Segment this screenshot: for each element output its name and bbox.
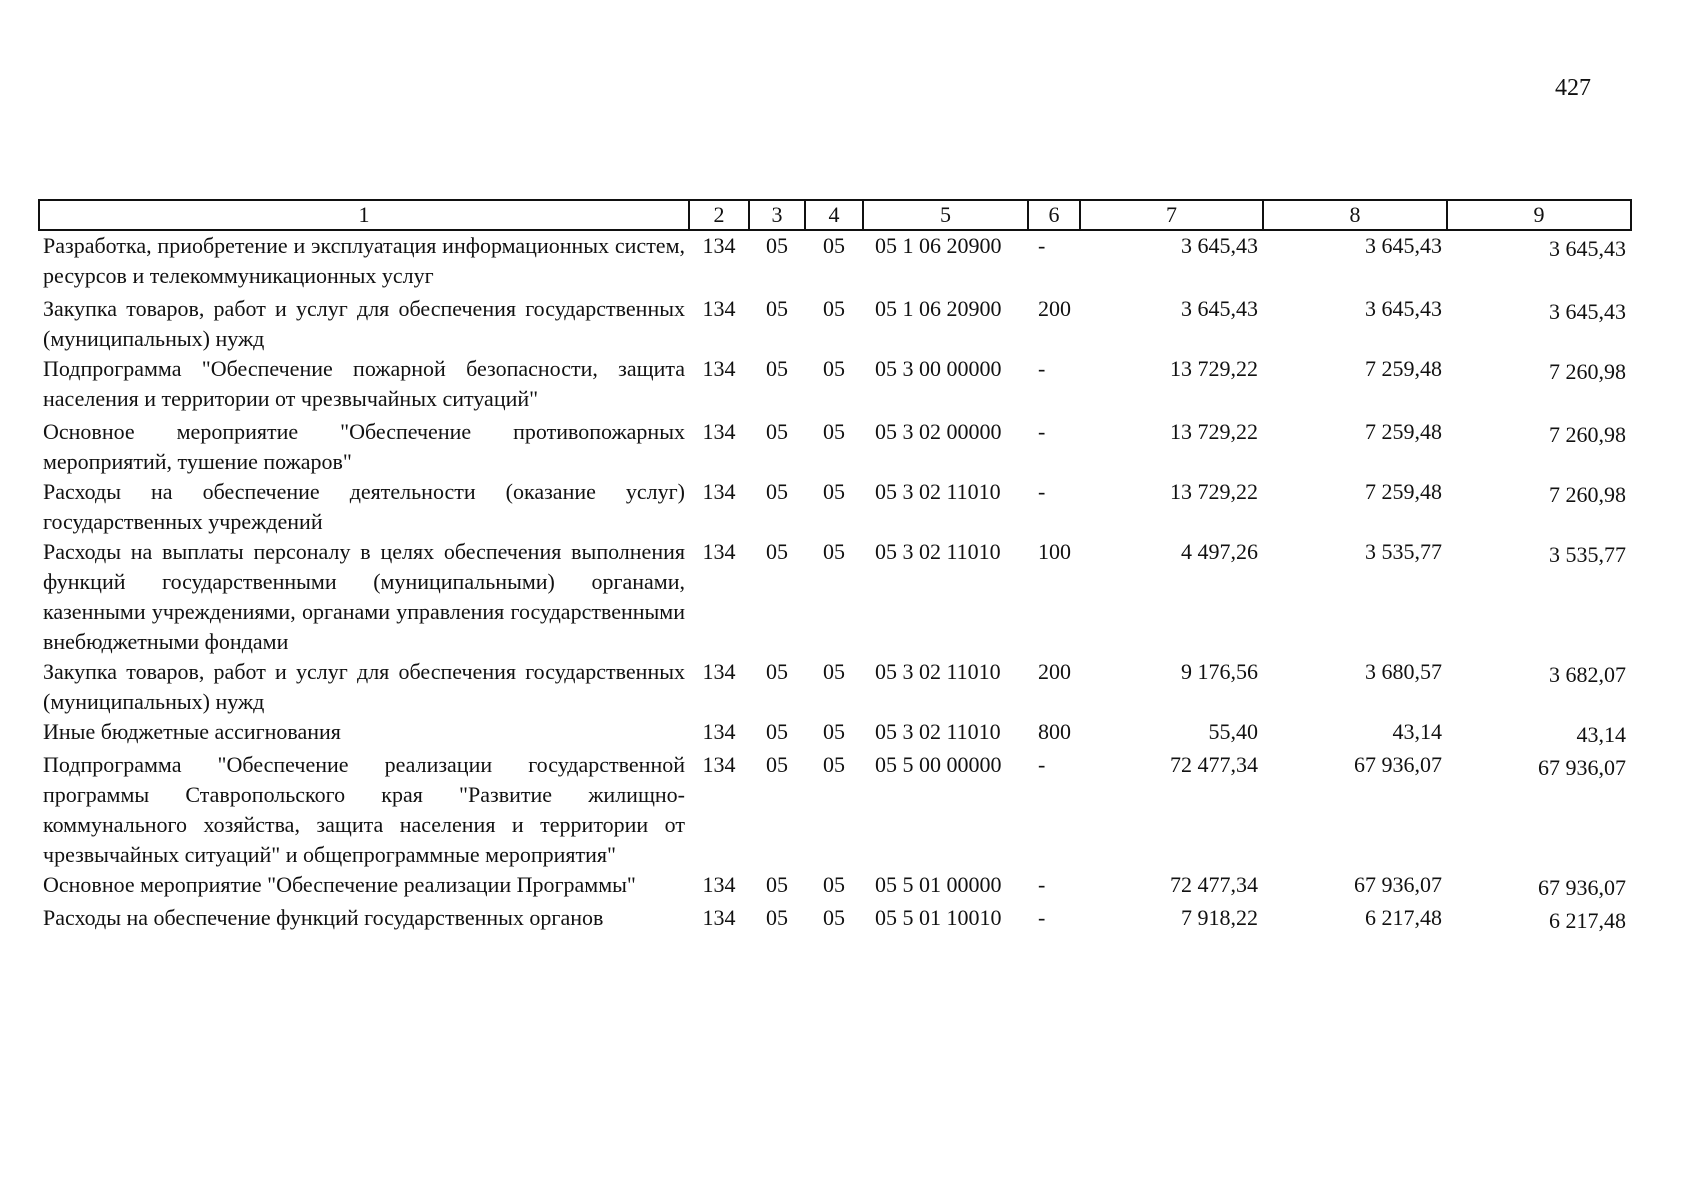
table-row <box>39 657 1631 717</box>
row-name: Основное мероприятие "Обеспечение реализации Программы" <box>43 872 636 897</box>
row-name: Иные бюджетные ассигнования <box>43 719 341 744</box>
row-value-8: 3 680,57 <box>1365 659 1442 684</box>
row-value-8: 67 936,07 <box>1354 752 1442 777</box>
table-row <box>39 354 1631 417</box>
row-code-6: - <box>1038 479 1046 504</box>
row-name: Закупка товаров, работ и услуг для обеспечения государственных (муниципальных) нужд <box>43 296 685 351</box>
table-row <box>39 230 1631 294</box>
header-col-6: 6 <box>1028 200 1080 230</box>
row-code-6: - <box>1038 905 1046 930</box>
row-code-4: 05 <box>823 752 845 777</box>
row-code-4: 05 <box>823 479 845 504</box>
row-code-6: - <box>1038 356 1046 381</box>
row-code-4: 05 <box>823 719 845 744</box>
row-code-2: 134 <box>702 479 736 504</box>
header-col-8: 8 <box>1263 200 1447 230</box>
row-code-6: - <box>1038 419 1046 444</box>
row-value-8: 6 217,48 <box>1365 905 1442 930</box>
row-value-7: 13 729,22 <box>1170 419 1258 444</box>
row-value-7: 7 918,22 <box>1181 905 1258 930</box>
row-code-3: 05 <box>766 296 788 321</box>
row-code-3: 05 <box>766 659 788 684</box>
row-value-7: 13 729,22 <box>1170 356 1258 381</box>
row-value-9: 7 260,98 <box>1549 359 1626 384</box>
row-code-6: 200 <box>1038 296 1071 321</box>
row-code-5: 05 3 02 11010 <box>875 539 1001 564</box>
row-name: Подпрограмма "Обеспечение пожарной безопасности, защита населения и территории от чрезвычайных ситуаций" <box>43 356 685 411</box>
row-code-3: 05 <box>766 539 788 564</box>
row-code-4: 05 <box>823 539 845 564</box>
row-code-2: 134 <box>702 233 736 258</box>
row-code-4: 05 <box>823 296 845 321</box>
row-code-2: 134 <box>702 905 736 930</box>
row-code-4: 05 <box>823 872 845 897</box>
table-row <box>39 750 1631 870</box>
header-col-7: 7 <box>1080 200 1263 230</box>
table-row <box>39 294 1631 354</box>
row-value-9: 7 260,98 <box>1549 422 1626 447</box>
row-value-9: 6 217,48 <box>1549 908 1626 933</box>
header-col-1: 1 <box>39 200 689 230</box>
row-value-7: 72 477,34 <box>1170 872 1258 897</box>
row-value-9: 7 260,98 <box>1549 482 1626 507</box>
row-code-4: 05 <box>823 356 845 381</box>
row-value-9: 43,14 <box>1576 722 1626 747</box>
row-name: Основное мероприятие "Обеспечение противопожарных мероприятий, тушение пожаров" <box>43 419 685 474</box>
row-value-9: 3 645,43 <box>1549 299 1626 324</box>
row-code-2: 134 <box>702 356 736 381</box>
row-value-7: 9 176,56 <box>1181 659 1258 684</box>
row-code-2: 134 <box>702 296 736 321</box>
table-row <box>39 870 1631 903</box>
row-value-8: 43,14 <box>1392 719 1442 744</box>
row-code-2: 134 <box>702 752 736 777</box>
row-code-2: 134 <box>702 419 736 444</box>
header-col-4: 4 <box>805 200 863 230</box>
header-col-9: 9 <box>1447 200 1631 230</box>
row-value-8: 3 645,43 <box>1365 296 1442 321</box>
row-code-5: 05 5 00 00000 <box>875 752 1002 777</box>
row-code-2: 134 <box>702 539 736 564</box>
row-value-7: 3 645,43 <box>1181 233 1258 258</box>
table-header-row <box>39 200 1631 230</box>
row-value-9: 3 682,07 <box>1549 662 1626 687</box>
row-name: Разработка, приобретение и эксплуатация информационных систем, ресурсов и телекоммуникационных услуг <box>43 233 685 288</box>
row-code-5: 05 3 02 11010 <box>875 479 1001 504</box>
header-col-5: 5 <box>863 200 1028 230</box>
row-value-7: 4 497,26 <box>1181 539 1258 564</box>
row-value-9: 67 936,07 <box>1538 875 1626 900</box>
row-value-7: 55,40 <box>1208 719 1258 744</box>
row-code-6: 800 <box>1038 719 1071 744</box>
row-name: Расходы на выплаты персоналу в целях обеспечения выполнения функций государственными (муниципальными) органами, казенными учреждениями, органами управления государственными внебюджетными фондами <box>43 539 685 654</box>
row-code-2: 134 <box>702 719 736 744</box>
row-code-5: 05 1 06 20900 <box>875 296 1002 321</box>
row-code-3: 05 <box>766 719 788 744</box>
row-value-8: 3 535,77 <box>1365 539 1442 564</box>
row-code-5: 05 5 01 10010 <box>875 905 1002 930</box>
table-row <box>39 417 1631 477</box>
row-name: Закупка товаров, работ и услуг для обеспечения государственных (муниципальных) нужд <box>43 659 685 714</box>
row-value-8: 3 645,43 <box>1365 233 1442 258</box>
row-code-3: 05 <box>766 479 788 504</box>
row-code-3: 05 <box>766 752 788 777</box>
row-value-8: 67 936,07 <box>1354 872 1442 897</box>
row-value-8: 7 259,48 <box>1365 419 1442 444</box>
row-code-6: 100 <box>1038 539 1071 564</box>
row-code-6: - <box>1038 872 1046 897</box>
row-code-3: 05 <box>766 872 788 897</box>
row-code-3: 05 <box>766 419 788 444</box>
row-value-7: 72 477,34 <box>1170 752 1258 777</box>
row-code-4: 05 <box>823 233 845 258</box>
row-code-3: 05 <box>766 905 788 930</box>
row-code-4: 05 <box>823 419 845 444</box>
row-code-5: 05 3 00 00000 <box>875 356 1002 381</box>
row-value-8: 7 259,48 <box>1365 479 1442 504</box>
row-code-5: 05 1 06 20900 <box>875 233 1002 258</box>
header-col-3: 3 <box>749 200 805 230</box>
table-row <box>39 477 1631 537</box>
row-value-8: 7 259,48 <box>1365 356 1442 381</box>
row-code-6: 200 <box>1038 659 1071 684</box>
row-code-4: 05 <box>823 905 845 930</box>
row-name: Расходы на обеспечение деятельности (оказание услуг) государственных учреждений <box>43 479 685 534</box>
row-value-9: 3 535,77 <box>1549 542 1626 567</box>
row-code-5: 05 5 01 00000 <box>875 872 1002 897</box>
table-row <box>39 537 1631 657</box>
row-value-7: 3 645,43 <box>1181 296 1258 321</box>
row-code-5: 05 3 02 11010 <box>875 719 1001 744</box>
row-code-2: 134 <box>702 872 736 897</box>
row-code-6: - <box>1038 233 1046 258</box>
row-code-5: 05 3 02 00000 <box>875 419 1002 444</box>
page-number: 427 <box>1555 75 1591 101</box>
row-value-9: 67 936,07 <box>1538 755 1626 780</box>
table-row <box>39 903 1631 936</box>
row-code-3: 05 <box>766 356 788 381</box>
row-name: Подпрограмма "Обеспечение реализации государственной программы Ставропольского края "Развитие жилищно-коммунального хозяйства, защита населения и территории от чрезвычайных ситуаций" и общепрограммные мероприятия" <box>43 752 685 867</box>
row-code-6: - <box>1038 752 1046 777</box>
row-code-3: 05 <box>766 233 788 258</box>
header-col-2: 2 <box>689 200 749 230</box>
budget-table <box>38 199 1632 936</box>
row-code-4: 05 <box>823 659 845 684</box>
table-row <box>39 717 1631 750</box>
row-code-2: 134 <box>702 659 736 684</box>
row-value-9: 3 645,43 <box>1549 236 1626 261</box>
row-value-7: 13 729,22 <box>1170 479 1258 504</box>
row-name: Расходы на обеспечение функций государственных органов <box>43 905 604 930</box>
row-code-5: 05 3 02 11010 <box>875 659 1001 684</box>
